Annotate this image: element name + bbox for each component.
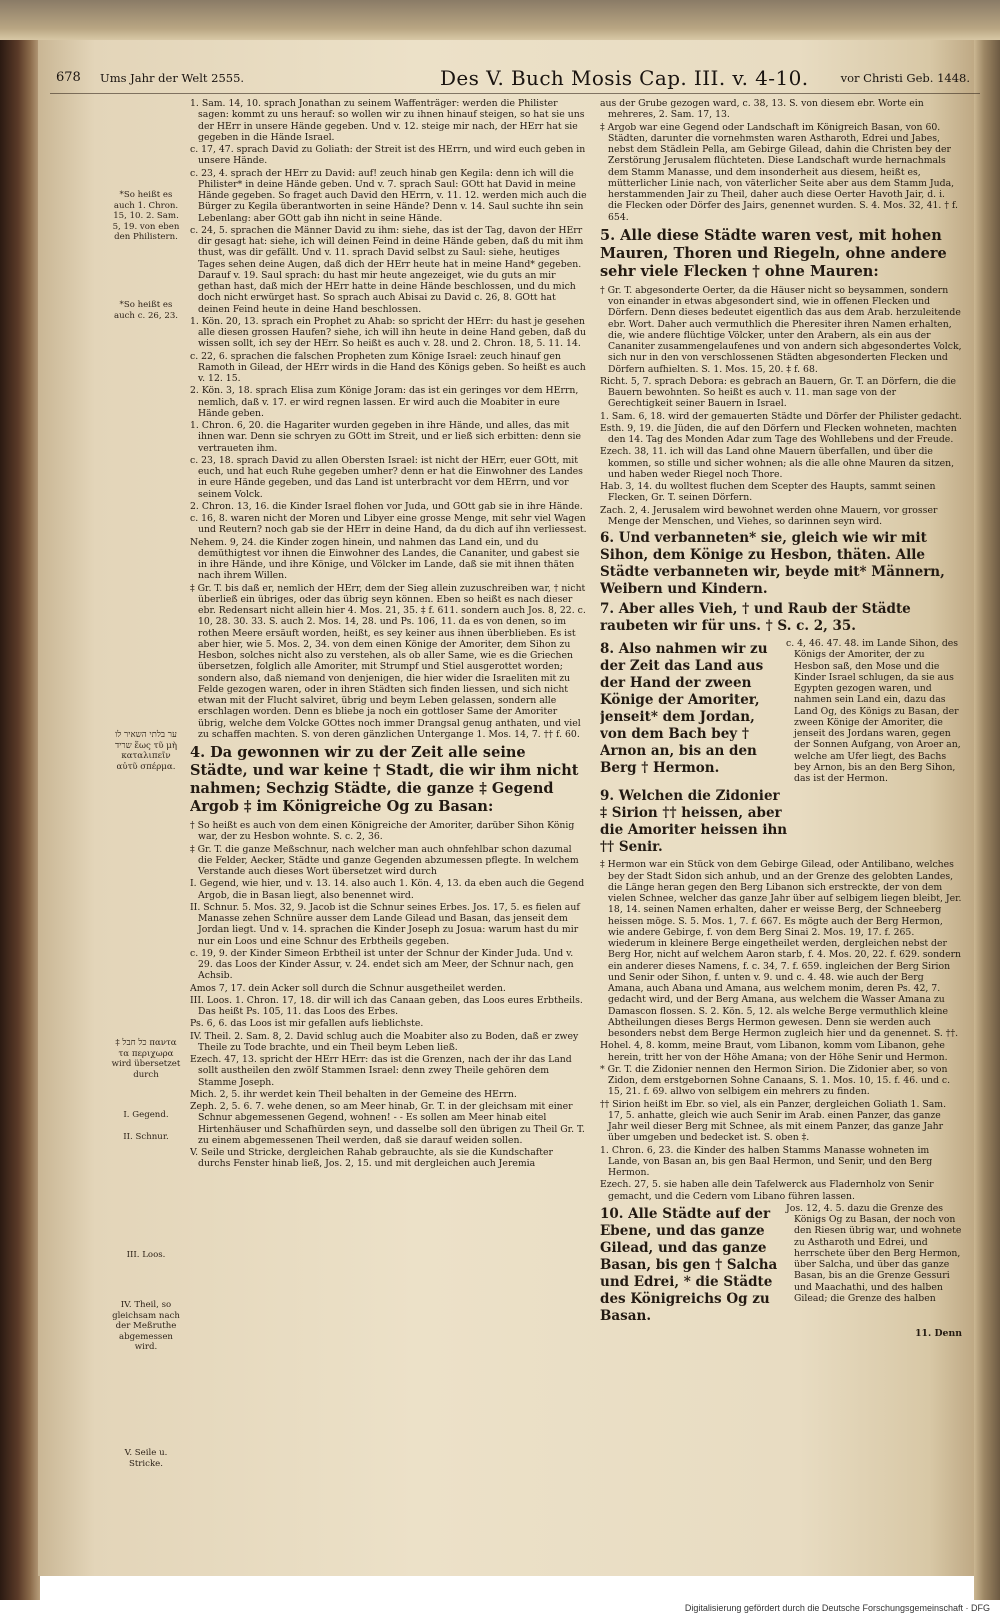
commentary-paragraph: II. Schnur. 5. Mos. 32, 9. Jacob ist die Schnur seines Erbes. Jos. 17, 5. es fielen auf Manasse zehen Schnüre ausser dem Lande Gilead und Basan, das jenseit dem Jordan liegt. Und v. 14. sprachen die Kinder Joseph zu Josua: warum hast du mir nur ein Loos und eine Schnur des Erbtheils gegeben. [190,901,580,947]
bible-verse-6: 6. Und verbanneten* sie, gleich wie wir mit Sihon, dem Könige zu Hesbon, thäten. Alle Städte verbanneten wir, beyde mit* Männern, Weibern und Kindern. [600,530,945,597]
header-rule [50,93,980,94]
commentary-paragraph: Nehem. 9, 24. die Kinder zogen hinein, und nahmen das Land ein, und du demüthigtest vor ihnen die Einwohner des Landes, die Cananiter, und gabest sie in ihre Hände, und ihre Könige, und Völcker im Lande, daß sie mit ihnen thäten nach ihrem Willen. [190,536,580,582]
commentary-paragraph: Richt. 5, 7. sprach Debora: es gebrach an Bauern, Gr. T. an Dörfern, die die Bauern bewohnten. So heißt es auch v. 11. man sage von der Gerechtigkeit seiner Bauern in Israel. [600,375,956,410]
book-binding-left [0,0,40,1600]
commentary-paragraph: c. 24, 5. sprachen die Männer David zu ihm: siehe, das ist der Tag, davon der HErr dir gesagt hat: siehe, ich will deinen Feind in deine Hände geben, daß du mit ihm thust, was dir gefällt. Und v. 11. sprach David selbst zu Saul: siehe, heutiges Tages sehen deine Augen, daß dich der HErr heute hat in meine Hand* gegeben. Darauf v. 19. Saul sprach: du hast mir heute angezeiget, wie du guts an mir gethan hast, daß mich der HErr hatte in deine Hände beschlossen, und du mich doch nicht erwürget hast. So sprach auch Abisai zu David c. 26, 8. GOtt hat deinen Feind heute in deine Hand beschlossen. [190,224,584,315]
commentary-paragraph: c. 22, 6. sprachen die falschen Propheten zum Könige Israel: zeuch hinauf gen Ramoth in Gilead, der HErr wirds in die Hand des Königs geben. So heißt es auch v. 12. 15. [190,350,586,384]
verse-8-block [600,638,962,785]
commentary-paragraph: c. 19, 9. der Kinder Simeon Erbtheil ist unter der Schnur der Kinder Juda. Und v. 29. das Loos der Kinder Assur, v. 24. endet sich am Meer, der Schnur nach, gen Achsib. [190,947,574,982]
footer-credit: Digitalisierung gefördert durch die Deutsche Forschungsgemeinschaft · DFG [684,1603,990,1613]
page-edge-right [974,0,1000,1600]
bible-verse-8: 8. Also nahmen wir zu der Zeit das Land aus der Hand der zween Könige der Amoriter, jenseit* dem Jordan, von dem Bach bey † Arnon an, bis an den Berg † Hermon. [600,641,768,776]
digitization-footer [0,1600,1000,1616]
commentary-paragraph: 1. Sam. 6, 18. wird der gemauerten Städte und Dörfer der Philister gedacht. [600,410,962,422]
commentary-paragraph: Esth. 9, 19. die Jüden, die auf den Dörfern und Flecken wohneten, machten den 14. Tag des Monden Adar zum Tage des Wohllebens und der Freude. [600,422,957,445]
commentary-paragraph: ‡ Gr. T. die ganze Meßschnur, nach welcher man auch ohnfehlbar schon dazumal die Felder, Aecker, Städte und ganze Gegenden abzumessen pflegte. In welchem Verstande auch dieses Wort übersetzet wird durch [190,843,579,877]
commentary-paragraph: III. Loos. 1. Chron. 17, 18. dir will ich das Canaan geben, das Loos eures Erbtheils. Das heißt Ps. 105, 11. das Loos des Erbes. [190,994,583,1017]
page-title: Des V. Buch Mosis Cap. III. v. 4-10. [440,66,809,90]
margin-note: *So heißt es auch 1. Chron. 15, 10. 2. Sam. 5, 19. von eben den Philistern. [112,190,180,242]
commentary-paragraph: c. 23, 4. sprach der HErr zu David: auf! zeuch hinab gen Kegila: denn ich will die Philister* in deine Hände geben. Und v. 7. sprach Saul: GOtt hat David in meine Hände gegeben. So fraget auch David den HErrn, v. 11. 12. werden mich auch die Bürger zu Kegila überantworten in seine Hände? Denn v. 14. Saul suchte ihn sein Lebenlang: aber GOtt gab ihn nicht in seine Hände. [190,167,587,224]
commentary-paragraph: c. 16, 8. waren nicht der Moren und Libyer eine grosse Menge, mit sehr viel Wagen und Reutern? noch gab sie der HErr in deine Hand, da du dich auf ihn verliessest. [190,513,587,536]
commentary-paragraph: † So heißt es auch von dem einen Königreiche der Amoriter, darüber Sihon König war, der zu Hesbon wohnte. S. c. 2, 36. [190,820,575,843]
bible-verse-9: 9. Welchen die Zidonier ‡ Sirion †† heissen, aber die Amoriter heissen ihn †† Senir. [600,788,788,856]
commentary-paragraph: 1. Chron. 6, 20. die Hagariter wurden gegeben in ihre Hände, und alles, das mit ihnen war. Denn sie schryen zu GOtt im Streit, und er ließ sich erbitten: denn sie vertraueten ihm. [190,420,581,454]
commentary-paragraph: c. 23, 18. sprach David zu allen Obersten Israel: ist nicht der HErr, euer GOtt, mit euch, und hat euch Ruhe gegeben umher? denn er hat die Einwohner des Landes in eure Hände gegeben, und das Land ist unterbracht vor dem HErrn, und vor seinem Volck. [190,454,583,500]
margin-note: III. Loos. [126,1250,166,1260]
commentary-paragraph: 1. Chron. 6, 23. die Kinder des halben Stamms Manasse wohneten im Lande, von Basan an, bis gen Baal Hermon, und Senir, und den Berg Hermon. [600,1144,933,1178]
year-of-world: Ums Jahr der Welt 2555. [100,71,245,85]
commentary-paragraph: ‡ Hermon war ein Stück von dem Gebirge Gilead, oder Antilibano, welches bey der Stadt Sidon sich anhub, und an der Grenze des gelobten Landes, die Länge heran gegen den Berg Libanon sich erstreckte, der von dem vielen Schnee, welcher das ganze Jahr über auf selbigem liegen bleibt, Jer. 18, 14. seinen Namen erhalten, daher er weisse Berg, der Schneeberg heissen möge. S. 5. Mos. 1, 7. f. 667. Es mögte auch der Berg Hermon, wie andere Gebirge, f. von dem Berg Sinai 2. Mos. 19, 17. f. 265. wiederum in kleinere Berge eingetheilet werden, dergleichen nebst der Berg Hor, nicht auf welchem Aaron starb, f. 4. Mos. 20, 22. f. 629. sondern ein anderer dieses Namens, f. c. 34, 7. f. 659. ingleichen der Berg Sirion und Senir oder Sihon, f. unten v. 9. und c. 4. 48. wie auch der Berg Amana, auch Abana und Amana, aus welchem monim, deren Ps. 42, 7. gedacht wird, und der Berg Amana, aus welchem die Wasser Amana zu Damascon flossen. S. 2. Kön. 5, 12. als welche Berge vermuthlich kleine Abtheilungen dieses Bergs Hermon gewesen. Denn sie werden auch besonders nebst dem Berge Hermon zugleich hier und da genennet. S. ††. [600,859,962,1039]
commentary-paragraph: †† Sirion heißt im Ebr. so viel, als ein Panzer, dergleichen Goliath 1. Sam. 17, 5. anhatte, gleich wie auch Senir im Arab. einen Panzer, das ganze Jahr weil dieser Berg mit Schnee, als mit einem Panzer, das ganze Jahr über umgeben und bedecket ist. S. oben ‡. [600,1098,947,1144]
margin-note: I. Gegend. [123,1110,169,1120]
commentary-paragraph: Ezech. 47, 13. spricht der HErr HErr: das ist die Grenzen, nach der ihr das Land sollt austheilen den zwölf Stammen Israel: denn zwey Theile gehören dem Stamme Joseph. [190,1054,572,1088]
commentary-paragraph: 2. Chron. 13, 16. die Kinder Israel flohen vor Juda, und GOtt gab sie in ihre Hände. [190,500,583,512]
commentary-paragraph: aus der Grube gezogen ward, c. 38, 13. S. von diesem ebr. Worte ein mehreres, 2. Sam. 17, 13. [600,98,924,121]
commentary-paragraph: † Gr. T. abgesonderte Oerter, da die Häuser nicht so beysammen, sondern von einander in etwas abgesondert sind, wie in offenen Flecken und Dörfern. Denn dieses bedeutet eigentlich das aus dem Arab. herzuleitende ebr. Wort. Daher auch vermuthlich die Pheresiter ihren Namen erhalten, die, wie andere flüchtige Völcker, unter den Arabern, als ein aus der Cananiter zusammengelaufenes und von andern sich abgesondertes Volck, sich nur in den von verschlossenen Städten abgesonderten Flecken und Dörfern aufhielten. S. 1. Mos. 15, 20. ‡ f. 68. [600,284,962,375]
margin-note: ‡ כל חבל παντα τα περιχωρα wird übersetzet durch [111,1038,181,1080]
commentary-paragraph: Hohel. 4, 8. komm, meine Braut, vom Libanon, komm vom Libanon, gehe herein, tritt her von der Höhe Amana; von der Höhe Senir und Hermon. [600,1040,948,1063]
bible-verse-10: 10. Alle Städte auf der Ebene, und das ganze Gilead, und das ganze Basan, bis gen † Salcha und Edrei, * die Städte des Königreichs Og zu Basan. [600,1205,778,1324]
verse-10-block [600,1203,962,1328]
margin-note: IV. Theil, so gleichsam nach der Meßruthe abgemessen wird. [112,1300,180,1352]
commentary-paragraph: I. Gegend, wie hier, und v. 13. 14. also auch 1. Kön. 4, 13. da eben auch die Gegend Argob, die in Basan liegt, also benennet wird. [190,878,585,901]
right-column [600,98,962,1473]
commentary-paragraph: Zeph. 2, 5. 6. 7. wehe denen, so am Meer hinab, Gr. T. in der gleichsam mit einer Schnur abgemessenen Gegend, wohnen! - - Es sollen am Meer hinab eitel Hirtenhäuser und Schafhürden seyn, und dasselbe soll den übrigen zu Theil Gr. T. zu einem abgemessenen Theil werden, daß sie darauf weiden sollen. [190,1101,585,1146]
commentary-paragraph: Zach. 2, 4. Jerusalem wird bewohnet werden ohne Mauern, vor grosser Menge der Menschen, und Viehes, so darinnen seyn wird. [600,504,938,527]
page-number: 678 [56,70,81,85]
margin-note: *So heißt es auch c. 26, 23. [113,300,179,321]
bible-verse-5: 5. Alle diese Städte waren vest, mit hohen Mauren, Thoren und Riegeln, ohne andere sehr viele Flecken † ohne Mauren: [600,226,947,280]
commentary-paragraph: Amos 7, 17. dein Acker soll durch die Schnur ausgetheilet werden. [190,982,506,994]
verse-10-note: Jos. 12, 4. 5. dazu die Grenze des Königs Og zu Basan, der noch von den Riesen übrig war, und wohnete zu Astharoth und Edrei, und herrschete über den Berg Hermon, über Salcha, und über das ganze Basan, bis an die Grenze Gessuri und Maachathi, und des halben Gilead; die Grenze des halben [786,1202,962,1304]
catchword: 11. Denn [915,1327,962,1339]
bible-verse-4: 4. Da gewonnen wir zu der Zeit alle seine Städte, und war keine † Stadt, die wir ihm nicht nahmen; Sechzig Städte, die ganze ‡ Gegend Argob ‡ im Königreiche Og zu Basan: [190,744,579,815]
left-column [190,98,588,1473]
commentary-paragraph: Ezech. 38, 11. ich will das Land ohne Mauern überfallen, und über die kommen, so stille und sicher wohnen; als die alle ohne Mauren da sitzen, und haben weder Riegel noch Thore. [600,446,955,480]
margin-note: ער בלתי השאיר לו שריד ἕως τῦ μὴ καταλιπεῖν αὐτῦ σπέρμα. [114,730,178,772]
verse-8-note: c. 4, 46. 47. 48. im Lande Sihon, des Königs der Amoriter, der zu Hesbon saß, den Mose und die Kinder Israel schlugen, da sie aus Egypten gezogen waren, und nahmen sein Land ein, dazu das Land Og, des Königs zu Basan, der zween Könige der Amoriter, die jenseit des Jordans waren, gegen der Sonnen Aufgang, von Aroer an, welche am Ufer liegt, des Bachs bey Arnon, bis an den Berg Sihon, das ist der Hermon. [786,638,961,784]
year-before-christ: vor Christi Geb. 1448. [840,71,970,85]
commentary-paragraph: 2. Kön. 3, 18. sprach Elisa zum Könige Joram: das ist ein geringes vor dem HErrn, nemlich, daß v. 17. er wird regnen lassen. Er wird auch die Moabiter in eure Hände geben. [190,385,579,419]
commentary-paragraph: Mich. 2, 5. ihr werdet kein Theil behalten in der Gemeine des HErrn. [190,1088,517,1100]
commentary-paragraph: * Gr. T. die Zidonier nennen den Hermon Sirion. Die Zidonier aber, so von Zidon, dem erstgebornen Sohne Canaans, S. 1. Mos. 10, 15. f. 46. und c. 15, 21. f. 69. allwo von selbigem ein mehrers zu finden. [600,1063,951,1098]
running-header [50,66,980,92]
commentary-paragraph: 1. Sam. 14, 10. sprach Jonathan zu seinem Waffenträger: werden die Philister sagen: kommt zu uns herauf: so wollen wir zu ihnen hinauf steigen, so hat sie uns der HErr in unsere Hände gegeben. Und v. 12. steige mir nach, der HErr hat sie gegeben in die Hände Israel. [190,98,585,143]
bible-verse-7: 7. Aber alles Vieh, † und Raub der Städte raubeten wir für uns. † S. c. 2, 35. [600,601,911,634]
commentary-paragraph: 1. Kön. 20, 13. sprach ein Prophet zu Ahab: so spricht der HErr: du hast je gesehen alle diesen grossen Haufen? siehe, ich will ihn heute in deine Hand geben, daß du wissen sollt, ich sey der HErr. So heißt es auch v. 28. und 2. Chron. 18, 5. 11. 14. [190,315,586,350]
commentary-paragraph: ‡ Argob war eine Gegend oder Landschaft im Königreich Basan, von 60. Städten, darunter die vornehmsten waren Astharoth, Edrei und Jabes, nebst dem Städlein Pella, am Gebirge Gilead, dahin die Christen bey der Zerstörung Jerusalem flüchteten. Diese Landschaft wurde hernachmals dem Stamm Manasse, und dem insonderheit aus diesem, heißt es, mütterlicher Linie nach, von väterlicher Seite aber aus dem Stamm Juda, herstammenden Jair zu Theil, daher auch diese Oerter Havoth Jair, d. i. die Flecken oder Dörfer des Jairs, genennet wurden. S. 4. Mos. 32, 41. † f. 654. [600,121,958,223]
margin-note: II. Schnur. [123,1132,169,1142]
commentary-paragraph: ‡ Gr. T. bis daß er, nemlich der HErr, dem der Sieg allein zuzuschreiben war, † nicht überließ ein übriges, oder das übrig seyn können. Eben so heißt es nach dieser ebr. Redensart nicht allein hier 4. Mos. 21, 35. ‡ f. 611. sondern auch Jos. 8, 22. c. 10, 28. 30. 33. S. auch 2. Mos. 14, 28. und Ps. 106, 11. da es von denen, so im rothen Meere ersäuft worden, heißt, es sey keiner aus ihnen überblieben. Es ist aber hier, wie 5. Mos. 2, 34. von dem einen Könige der Amoriter, dem Sihon zu Hesbon, solches nicht also zu verstehen, als ob aller Same, wie es die Griechen übersetzen, folglich alle Amoriter, mit Strumpf und Stiel ausgerottet worden; sondern also, daß niemand von denjenigen, die hier wider die Israeliten mit zu Felde gezogen waren, oder in ihren Städten sich finden liessen, und sich nicht etwan mit der Flucht salviret, übrig und beym Leben gelassen, sondern alle erschlagen worden. Denn es bliebe ja noch ein gottloser Same der Amoriter übrig, welche dem Volcke GOttes noch immer Drangsal genug anthaten, und viel zu schaffen machten. S. von deren gänzlichen Untergange 1. Mos. 14, 7. †† f. 60. [190,582,586,740]
commentary-paragraph: IV. Theil. 2. Sam. 8, 2. David schlug auch die Moabiter also zu Boden, daß er zwey Theile zu Tode brachte, und ein Theil beym Leben ließ. [190,1030,579,1053]
page-edge-top [0,0,1000,40]
commentary-paragraph: Hab. 3, 14. du wolltest fluchen dem Scepter des Haupts, sammt seinen Flecken, Gr. T. seinen Dörfern. [600,481,936,504]
commentary-paragraph: Ps. 6, 6. das Loos ist mir gefallen aufs lieblichste. [190,1018,424,1030]
margin-note: V. Seile u. Stricke. [124,1448,168,1469]
commentary-paragraph: Ezech. 27, 5. sie haben alle dein Tafelwerck aus Fladernholz von Senir gemacht, und die Cedern vom Libano führen lassen. [600,1179,934,1202]
commentary-paragraph: c. 17, 47. sprach David zu Goliath: der Streit ist des HErrn, und wird euch geben in unsere Hände. [190,144,586,167]
commentary-paragraph: V. Seile und Stricke, dergleichen Rahab gebrauchte, als sie die Kundschafter durchs Fenster hinab ließ, Jos. 2, 15. und mit dergleichen auch Jeremia [190,1147,553,1170]
